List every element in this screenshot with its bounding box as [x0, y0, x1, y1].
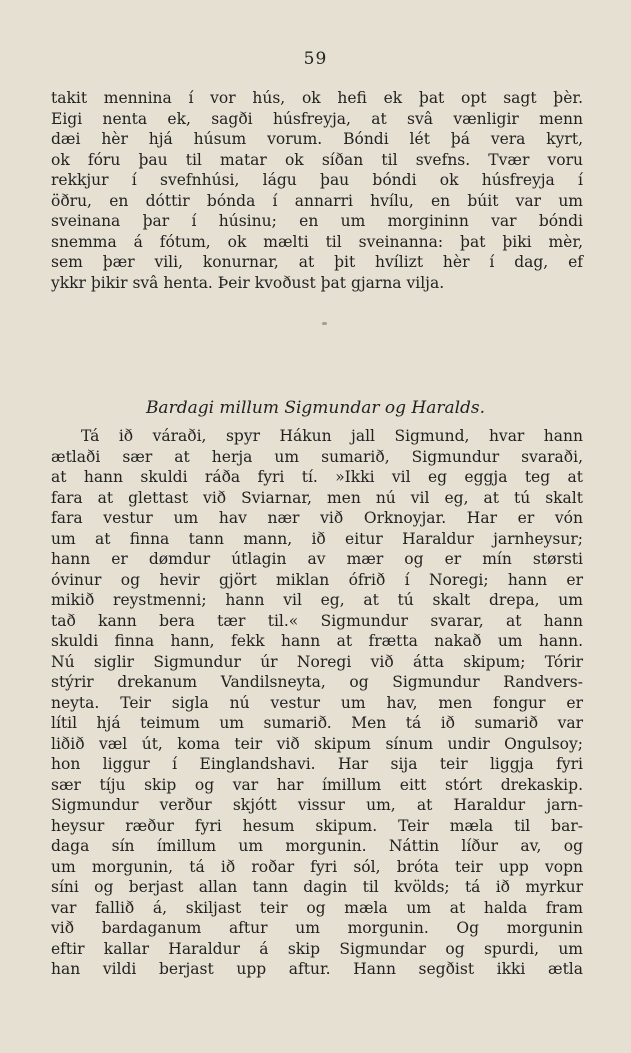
- page-number: 59: [303, 49, 328, 69]
- text-line: han vildi berjast upp aftur. Hann segðist ikki ætla: [51, 960, 583, 978]
- text-line: var fallið á, skiljast teir og mæla um at halda fram: [51, 898, 583, 917]
- text-line: ætlaði sær at herja um sumarið, Sigmundur svaraði,: [51, 447, 583, 466]
- text-line: skuldi finna hann, fekk hann at frætta nakað um hann.: [51, 632, 583, 650]
- text-line: lítil hjá teimum um sumarið. Men tá ið sumarið var: [51, 714, 583, 732]
- text-line: óvinur og hevir gjört miklan ófrið í Noregi; hann er: [51, 570, 583, 589]
- text-line: hon liggur í Einglandshavi. Har sija teir liggja fyri: [51, 755, 583, 773]
- text-line: at hann skuldi ráða fyri tí. »Ikki vil eg eggja teg at: [51, 468, 583, 486]
- text-line: neyta. Teir sigla nú vestur um hav, men fongur er: [51, 693, 583, 712]
- text-line: snemma á fótum, ok mælti til sveinanna: þat þiki mèr,: [51, 232, 583, 251]
- text-line: Sigmundur verður skjótt vissur um, at Haraldur jarn-: [51, 796, 583, 814]
- chapter-title: Bardagi millum Sigmundar og Haralds.: [145, 398, 486, 418]
- text-line: Eigi nenta ek, sagði húsfreyja, at svâ vænligir menn: [51, 109, 583, 128]
- text-line: hann er dømdur útlagin av mær og er mín størsti: [51, 550, 583, 568]
- text-line: fara at glettast við Sviarnar, men nú vil eg, at tú skalt: [51, 488, 583, 507]
- text-line: sem þær vili, konurnar, at þit hvílizt hèr í dag, ef: [51, 253, 583, 271]
- text-line: tað kann bera tær til.« Sigmundur svarar, at hann: [51, 611, 583, 630]
- text-line: rekkjur í svefnhúsi, lágu þau bóndi ok húsfreyja í: [51, 171, 583, 189]
- text-line: um at finna tann mann, ið eitur Haraldur jarnheysur;: [51, 529, 583, 548]
- text-line: eftir kallar Haraldur á skip Sigmundar og spurdi, um: [51, 939, 583, 958]
- ink-smudge: [322, 322, 327, 325]
- text-line: öðru, en dóttir bónda í annarri hvílu, en búit var um: [51, 191, 583, 210]
- text-line: stýrir drekanum Vandilsneyta, og Sigmundur Randvers-: [51, 673, 583, 691]
- text-line: um morgunin, tá ið roðar fyri sól, bróta teir upp vopn: [51, 857, 583, 876]
- text-line: takit mennina í vor hús, ok hefi ek þat opt sagt þèr.: [51, 89, 583, 107]
- text-line: síni og berjast allan tann dagin til kvölds; tá ið myrkur: [51, 878, 583, 896]
- text-line: fara vestur um hav nær við Orknoyjar. Har er vón: [51, 509, 583, 527]
- text-line: mikið reystmenni; hann vil eg, at tú skalt drepa, um: [51, 591, 583, 609]
- text-line: dæi hèr hjá húsum vorum. Bóndi lét þá vera kyrt,: [51, 130, 583, 148]
- text-line: sær tíju skip og var har ímillum eitt stórt drekaskip.: [51, 775, 583, 794]
- chapter-paragraph: [51, 426, 583, 980]
- text-line: Nú siglir Sigmundur úr Noregi við átta skipum; Tórir: [51, 652, 583, 671]
- text-line: við bardaganum aftur um morgunin. Og morgunin: [51, 919, 583, 937]
- text-line: Tá ið váraði, spyr Hákun jall Sigmund, hvar hann: [81, 427, 583, 445]
- text-line: ykkr þikir svâ henta. Þeir kvoðust þat gjarna vilja.: [51, 273, 445, 292]
- intro-paragraph: [51, 88, 583, 293]
- text-line: daga sín ímillum um morgunin. Náttin líður av, og: [51, 837, 583, 855]
- text-line: ok fóru þau til matar ok síðan til svefns. Tvær voru: [51, 150, 583, 169]
- text-line: liðið væl út, koma teir við skipum sínum undir Ongulsoy;: [51, 734, 583, 753]
- text-line: heysur ræður fyri hesum skipum. Teir mæla til bar-: [51, 816, 583, 835]
- text-line: sveinana þar í húsinu; en um morgininn var bóndi: [51, 212, 583, 230]
